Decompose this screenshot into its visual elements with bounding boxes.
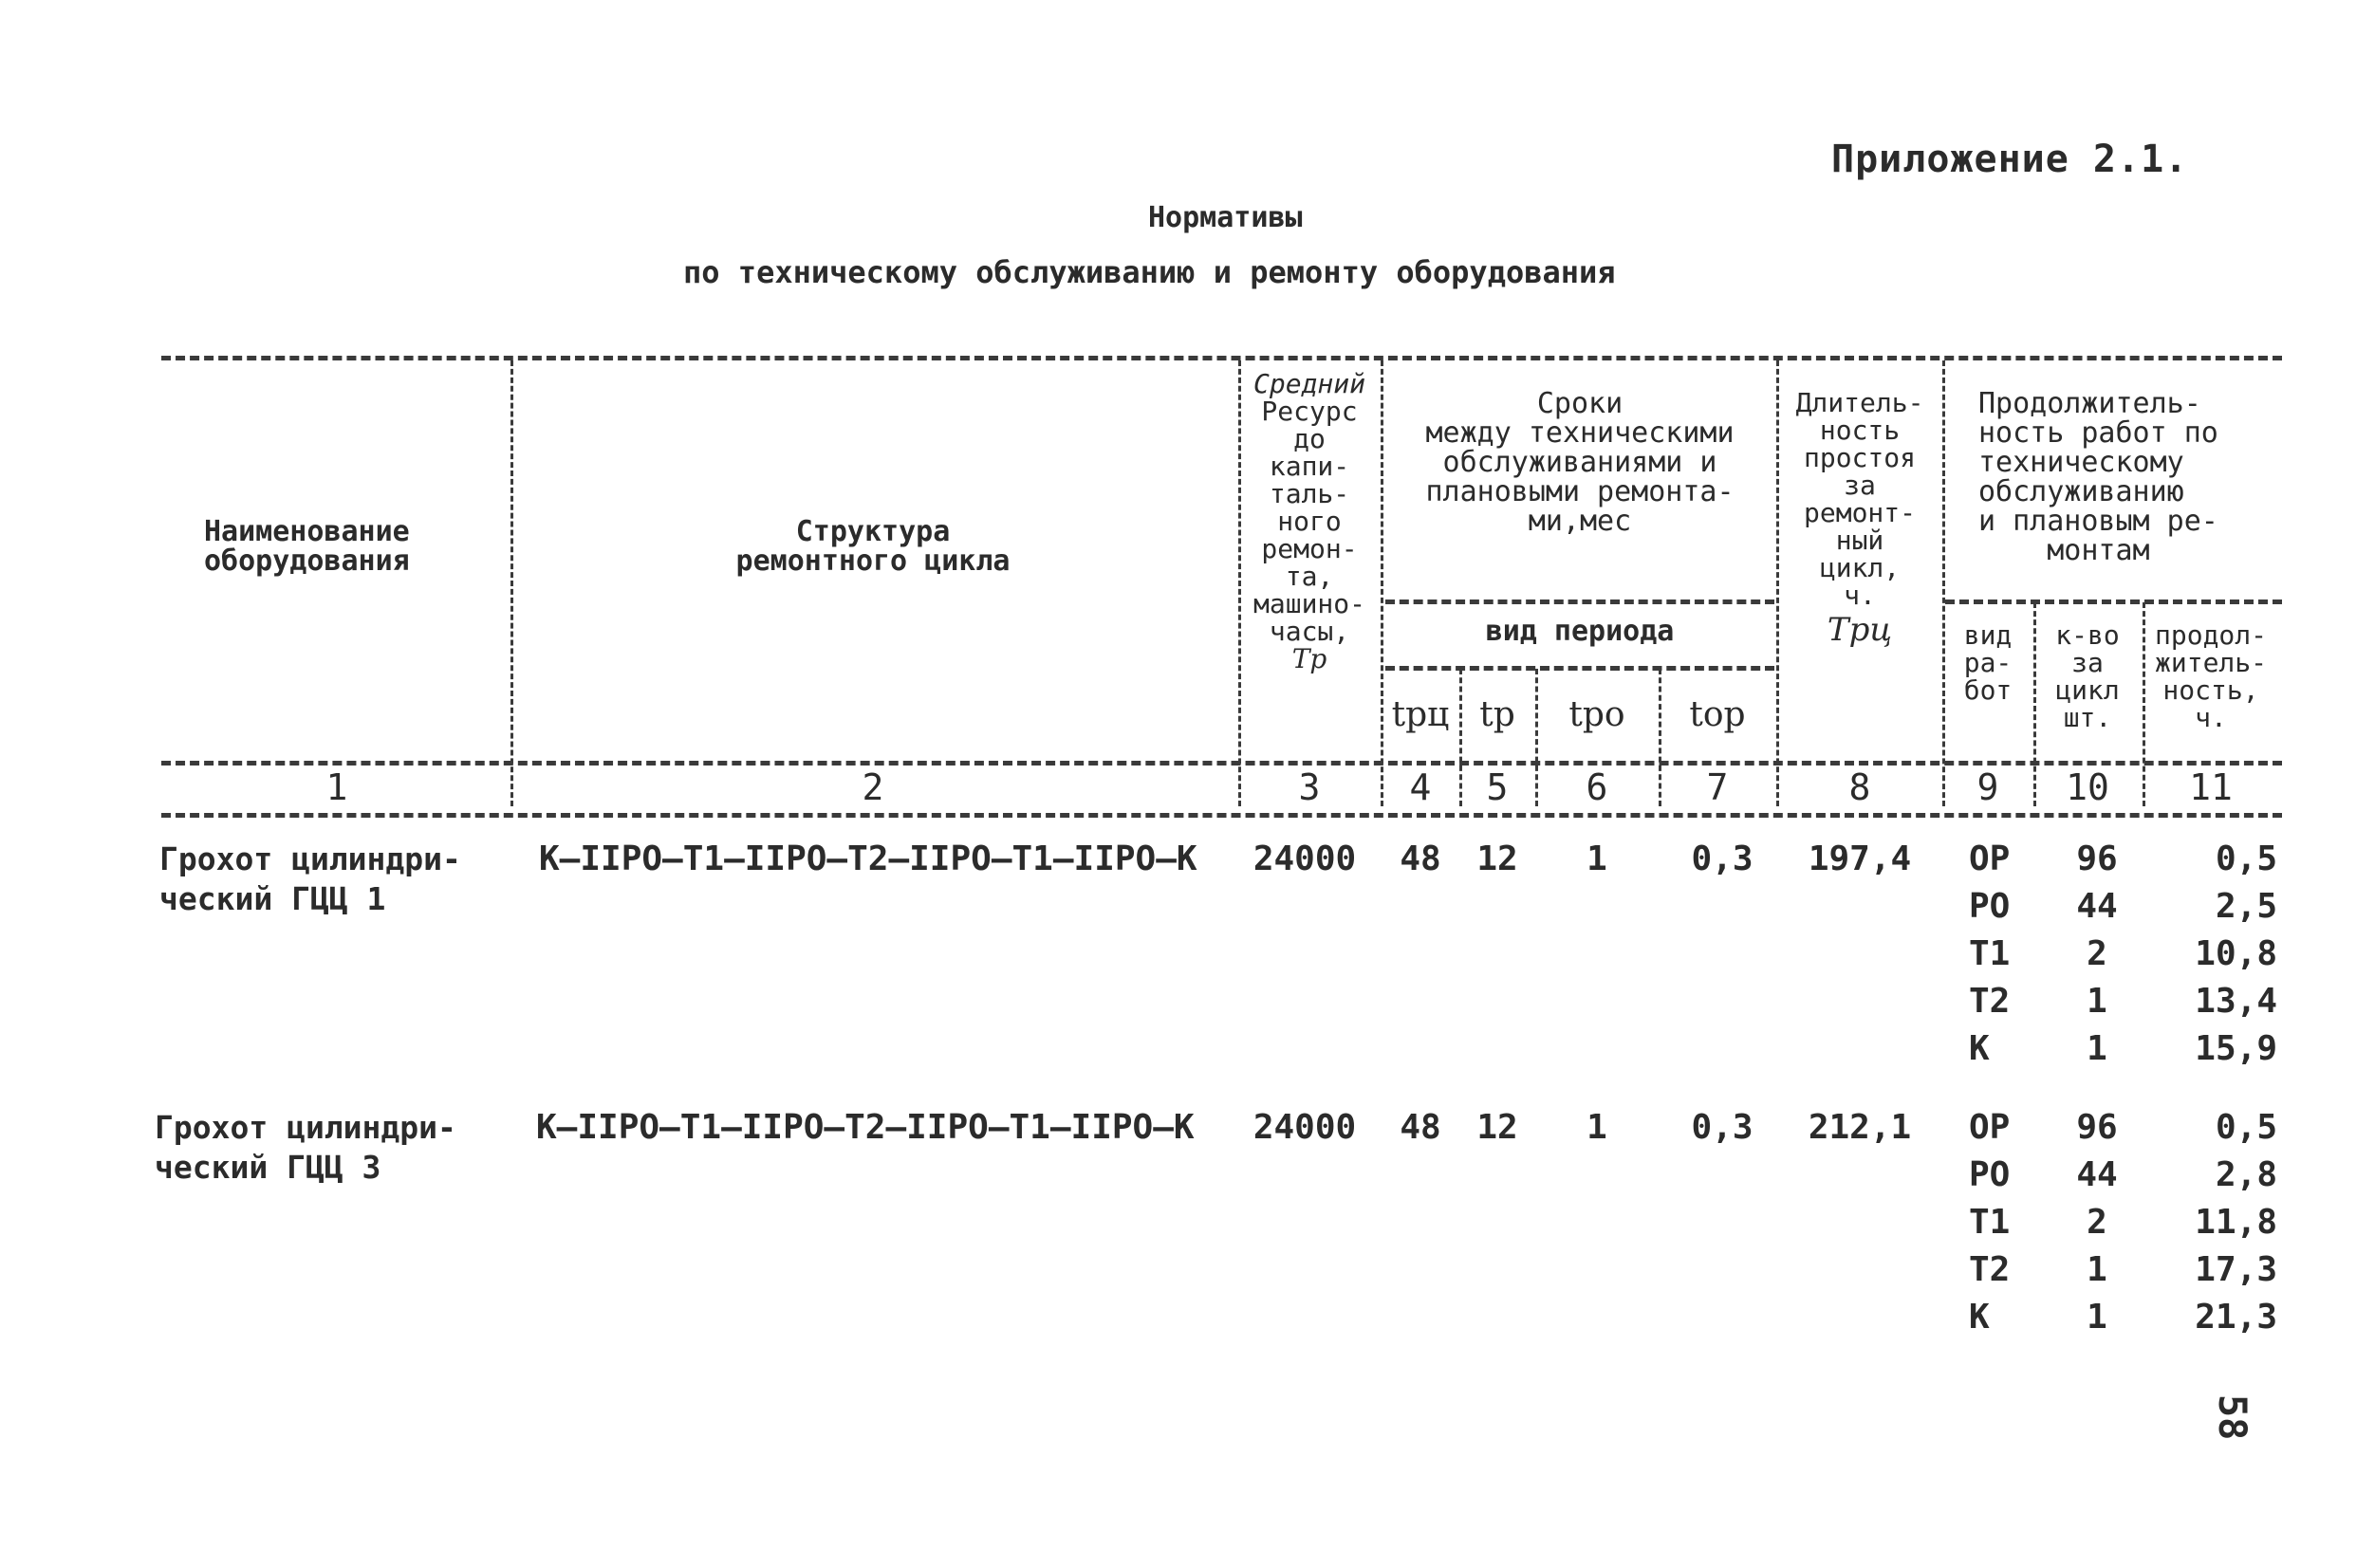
header-work-type: вид ра- бот xyxy=(1963,619,2013,706)
header-t-ro: tро xyxy=(1568,695,1625,734)
col-number-3: 3 xyxy=(1298,766,1321,808)
work-duration: 10,8 xyxy=(2195,934,2277,973)
header-work-duration-group: Продолжитель- ность работ по техническому обслуживанию и плановым ре- монтам xyxy=(1978,387,2218,567)
col-divider-6 xyxy=(1659,669,1661,806)
work-duration: 11,8 xyxy=(2195,1203,2277,1242)
resource-value: 24000 xyxy=(1252,1108,1357,1147)
col-number-8: 8 xyxy=(1848,766,1871,808)
col-divider-4 xyxy=(1459,669,1462,806)
col-number-7: 7 xyxy=(1706,766,1729,808)
col-divider-3 xyxy=(1381,360,1383,806)
t-rc-value: 48 xyxy=(1400,1108,1441,1147)
col-divider-7 xyxy=(1776,360,1779,806)
downtime-value: 212,1 xyxy=(1808,1108,1912,1147)
work-count: 44 xyxy=(2076,1155,2118,1194)
equipment-name: Грохот цилиндри- ческий ГЦЦ 3 xyxy=(155,1109,456,1186)
col-divider-5 xyxy=(1535,669,1538,806)
t-rc-value: 48 xyxy=(1400,839,1441,878)
t-r-value: 12 xyxy=(1476,839,1518,878)
work-count: 44 xyxy=(2076,887,2118,926)
header-t-or: tор xyxy=(1689,695,1746,734)
col-number-1: 1 xyxy=(325,766,348,808)
t-or-value: 0,3 xyxy=(1691,839,1753,878)
col-number-5: 5 xyxy=(1486,766,1509,808)
work-type: ОР xyxy=(1969,1108,2011,1147)
col-divider-10 xyxy=(2143,602,2145,806)
header-work-duration: продол- житель- ность, ч. xyxy=(2154,619,2268,733)
resource-value: 24000 xyxy=(1252,839,1357,878)
col-number-10: 10 xyxy=(2066,766,2109,808)
header-resource: Средний Ресурс до капи- таль- ного ремон- та, машино- часы, Тр xyxy=(1252,368,1366,674)
t-or-value: 0,3 xyxy=(1691,1108,1753,1147)
t-ro-value: 1 xyxy=(1586,1108,1607,1147)
work-count: 96 xyxy=(2076,839,2118,878)
work-duration: 13,4 xyxy=(2195,982,2277,1021)
work-type: Т1 xyxy=(1969,934,2011,973)
group-rule-periods xyxy=(1385,600,1774,604)
work-duration: 17,3 xyxy=(2195,1250,2277,1289)
col-number-9: 9 xyxy=(1976,766,1999,808)
col-number-4: 4 xyxy=(1409,766,1432,808)
group-rule-works xyxy=(1945,600,2282,604)
work-duration: 2,5 xyxy=(2215,887,2277,926)
numbers-bottom-rule xyxy=(161,813,2282,818)
document-title: Нормативы xyxy=(1148,201,1303,234)
header-work-count: к-во за цикл шт. xyxy=(2055,619,2120,733)
work-duration: 0,5 xyxy=(2215,839,2277,878)
work-duration: 0,5 xyxy=(2215,1108,2277,1147)
col-divider-1 xyxy=(510,360,513,806)
work-duration: 2,8 xyxy=(2215,1155,2277,1194)
equipment-name: Грохот цилиндри- ческий ГЦЦ 1 xyxy=(159,840,461,917)
header-period-type: вид периода xyxy=(1485,615,1675,648)
col-divider-2 xyxy=(1238,360,1241,806)
header-t-r: tр xyxy=(1479,695,1515,734)
work-type: ОР xyxy=(1969,839,2011,878)
col-number-6: 6 xyxy=(1586,766,1608,808)
header-equipment-name: Наименование оборудования xyxy=(204,515,410,578)
work-type: Т2 xyxy=(1969,982,2011,1021)
work-type: РО xyxy=(1969,1155,2011,1194)
work-duration: 15,9 xyxy=(2195,1029,2277,1068)
subgroup-rule-periods xyxy=(1385,666,1774,671)
col-number-11: 11 xyxy=(2189,766,2233,808)
col-divider-9 xyxy=(2033,602,2036,806)
work-count: 1 xyxy=(2087,1298,2107,1337)
repair-structure: К–IIРО–Т1–IIРО–Т2–IIРО–Т1–IIРО–К xyxy=(539,839,1197,878)
t-ro-value: 1 xyxy=(1586,839,1607,878)
header-bottom-rule xyxy=(161,761,2282,766)
appendix-label: Приложение 2.1. xyxy=(1831,138,2189,181)
work-type: Т1 xyxy=(1969,1203,2011,1242)
work-count: 2 xyxy=(2087,934,2107,973)
col-divider-8 xyxy=(1942,360,1945,806)
work-count: 1 xyxy=(2087,1250,2107,1289)
work-type: Т2 xyxy=(1969,1250,2011,1289)
work-count: 96 xyxy=(2076,1108,2118,1147)
document-subtitle: по техническому обслуживанию и ремонту оборудования xyxy=(683,254,1616,290)
work-type: К xyxy=(1969,1298,1990,1337)
t-r-value: 12 xyxy=(1476,1108,1518,1147)
work-count: 2 xyxy=(2087,1203,2107,1242)
table-top-rule xyxy=(161,356,2282,360)
repair-structure: К–IIРО–Т1–IIРО–Т2–IIРО–Т1–IIРО–К xyxy=(536,1108,1195,1147)
work-type: РО xyxy=(1969,887,2011,926)
page-number: 58 xyxy=(2210,1394,2254,1441)
downtime-value: 197,4 xyxy=(1808,839,1912,878)
header-repair-structure: Структура ремонтного цикла xyxy=(735,515,1011,578)
col-number-2: 2 xyxy=(862,766,884,808)
work-type: К xyxy=(1969,1029,1990,1068)
header-intervals-group: Сроки между техническими обслуживаниями и плановыми ремонта- ми,мес xyxy=(1425,387,1735,538)
work-count: 1 xyxy=(2087,982,2107,1021)
work-count: 1 xyxy=(2087,1029,2107,1068)
work-duration: 21,3 xyxy=(2195,1298,2277,1337)
header-t-rc: tрц xyxy=(1391,695,1450,734)
header-downtime: Длитель- ность простоя за ремонт- ный цикл, ч. Трц xyxy=(1795,387,1924,649)
